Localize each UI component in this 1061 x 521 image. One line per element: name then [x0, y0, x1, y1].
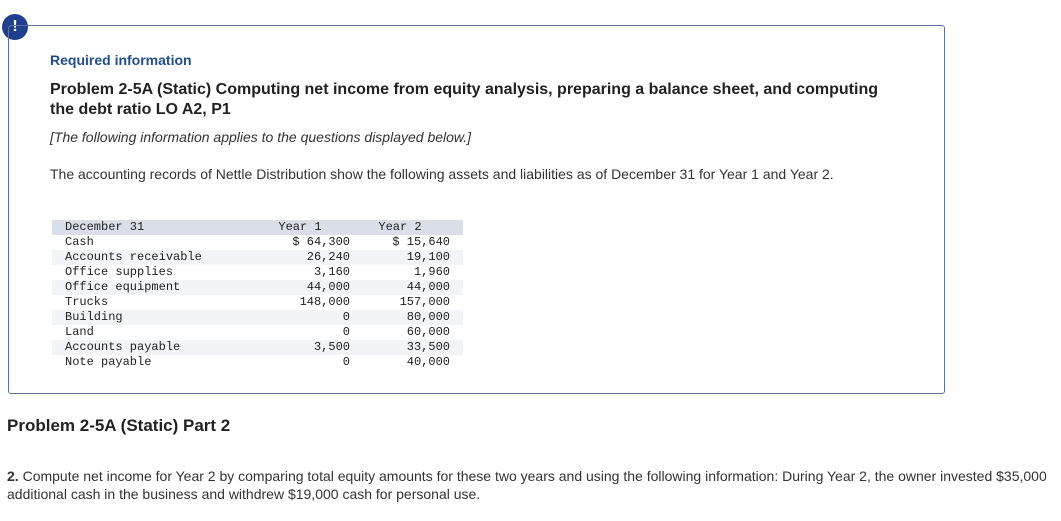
row-year-2: 40,000 — [406, 355, 450, 369]
row-year-1: $ 64,300 — [292, 235, 350, 249]
row-year-2: 157,000 — [399, 295, 450, 309]
required-information-panel — [8, 25, 945, 394]
row-year-2: 33,500 — [350, 340, 463, 355]
assets-liabilities-table — [52, 220, 463, 370]
row-year-1: 0 — [250, 310, 350, 325]
row-year-1: 3,160 — [313, 265, 350, 279]
table-row — [52, 250, 463, 265]
row-year-1: 44,000 — [250, 280, 350, 295]
question-body: Compute net income for Year 2 by comparing total equity amounts for these two years and using the following information: During Year 2, the owner invested $35,000 additional cash in the business and withdrew $19,000 cash for personal use. — [7, 468, 1047, 502]
row-year-1: 0 — [342, 355, 350, 369]
row-year-2: 1,960 — [413, 265, 450, 279]
intro-text: The accounting records of Nettle Distribution show the following assets and liabilities as of December 31 for Year 1 and Year 2. — [50, 166, 834, 182]
row-year-1: 0 — [342, 325, 350, 339]
table-row — [52, 340, 463, 355]
table-row — [52, 280, 463, 295]
row-year-1: 26,240 — [250, 250, 350, 265]
header-december-31: December 31 — [52, 220, 250, 235]
row-year-1: 148,000 — [299, 295, 350, 309]
row-label: Building — [52, 310, 250, 325]
row-label: Office supplies — [65, 265, 174, 279]
table-row — [52, 310, 463, 325]
row-label: Land — [65, 325, 94, 339]
row-year-2: 80,000 — [350, 310, 463, 325]
row-year-2: 19,100 — [350, 250, 463, 265]
row-year-1: 3,500 — [250, 340, 350, 355]
row-year-2: $ 15,640 — [392, 235, 450, 249]
info-note: [The following information applies to the questions displayed below.] — [50, 129, 472, 145]
table-row — [52, 265, 463, 280]
header-year-1: Year 1 — [250, 220, 350, 235]
problem-title: Problem 2-5A (Static) Computing net income from equity analysis, preparing a balance sheet, and computing the debt ratio LO A2, P1 — [50, 81, 878, 118]
required-information-label: Required information — [50, 52, 192, 68]
table-row — [52, 295, 463, 310]
table-row — [52, 325, 463, 340]
row-label: Cash — [65, 235, 94, 249]
part-title: Problem 2-5A (Static) Part 2 — [7, 416, 231, 435]
row-year-2: 60,000 — [406, 325, 450, 339]
table-row — [52, 355, 463, 370]
table-row — [52, 235, 463, 250]
row-label: Trucks — [65, 295, 109, 309]
row-label: Office equipment — [52, 280, 250, 295]
row-label: Accounts payable — [52, 340, 250, 355]
question-number: 2. — [7, 468, 19, 484]
header-year-2: Year 2 — [350, 220, 463, 235]
row-label: Note payable — [65, 355, 152, 369]
row-label: Accounts receivable — [52, 250, 250, 265]
table-header-row — [52, 220, 463, 235]
exclamation-icon: ! — [2, 14, 28, 40]
question-text — [7, 467, 1047, 503]
row-year-2: 44,000 — [350, 280, 463, 295]
